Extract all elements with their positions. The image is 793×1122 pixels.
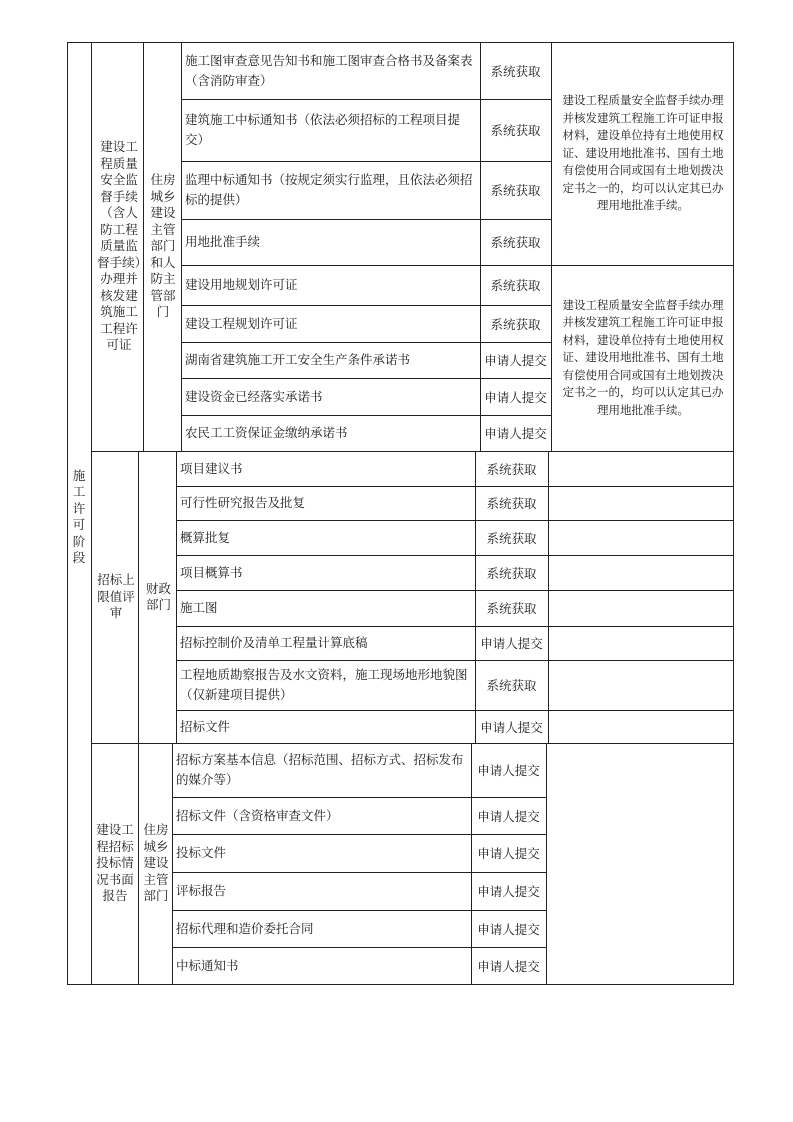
table-row-item: 概算批复 xyxy=(180,529,231,545)
table-row-item: 施工图 xyxy=(180,600,218,615)
table-row-item: 建筑施工中标通知书（依法必须招标的工程项目提交） xyxy=(185,112,461,147)
group-dept-cell: 住房城乡建设主管部门 xyxy=(143,822,169,904)
table-row-source: 申请人提交 xyxy=(484,389,547,405)
table-row-item: 招标控制价及清单工程量计算底稿 xyxy=(180,635,368,650)
group-name-cell: 建设工程质量安全监督手续（含人防工程质量监督手续）办理并核发建筑施工工程许可证 xyxy=(97,139,141,353)
table-row-item: 评标报告 xyxy=(176,883,227,898)
table-row-item: 招标文件 xyxy=(180,718,231,734)
table-row-source: 申请人提交 xyxy=(477,884,540,899)
table-row-source: 系统获取 xyxy=(486,530,537,546)
table-row-item: 建设资金已经落实承诺书 xyxy=(185,388,323,404)
note-cell: 建设工程质量安全监督手续办理并核发建筑工程施工许可证申报材料，建设单位持有土地使用权证、建设用地批准书、国有土地有偿使用合同或国有土地划拨决定书之一的，均可以认定其已办理用地批准手续。 xyxy=(562,93,724,213)
table-row-item: 建设工程规划许可证 xyxy=(185,315,298,331)
grid-line xyxy=(548,451,549,743)
table-row-source: 系统获取 xyxy=(490,123,541,138)
table-row-item: 招标文件（含资格审查文件） xyxy=(176,807,339,823)
grid-line xyxy=(143,42,144,451)
table-row-source: 系统获取 xyxy=(490,183,541,198)
table-row-source: 系统获取 xyxy=(490,316,541,332)
note-cell: 建设工程质量安全监督手续办理并核发建筑工程施工许可证申报材料，建设单位持有土地使用权证、建设用地批准书、国有土地有偿使用合同或国有土地划拨决定书之一的，均可以认定其已办理用地批准手续。 xyxy=(562,297,724,417)
table-row-source: 系统获取 xyxy=(490,235,541,250)
table-row-item: 项目建议书 xyxy=(180,460,243,476)
table-row-source: 申请人提交 xyxy=(477,921,540,937)
table-row-source: 系统获取 xyxy=(490,278,541,293)
table-row-item: 招标方案基本信息（招标范围、招标方式、招标发布的媒介等） xyxy=(176,752,464,787)
table-row-item: 项目概算书 xyxy=(180,564,243,580)
table-row-source: 系统获取 xyxy=(486,601,537,616)
group-name-cell: 建设工程招标投标情况书面报告 xyxy=(96,822,134,904)
grid-line xyxy=(91,42,92,985)
table-row-source: 申请人提交 xyxy=(477,763,540,778)
table-row-source: 申请人提交 xyxy=(484,353,547,368)
table-row-source: 申请人提交 xyxy=(477,808,540,824)
group-name-cell: 招标上限值评审 xyxy=(97,572,135,621)
table-row-source: 系统获取 xyxy=(490,63,541,79)
grid-line xyxy=(733,42,734,985)
table-row-item: 中标通知书 xyxy=(176,957,239,973)
table-row-item: 用地批准手续 xyxy=(185,234,261,249)
grid-line xyxy=(138,743,139,984)
table-row-source: 申请人提交 xyxy=(480,636,543,651)
table-row-item: 可行性研究报告及批复 xyxy=(180,495,306,510)
table-row-item: 工程地质勘察报告及水文资料，施工现场地形地貌图（仅新建项目提供） xyxy=(180,667,468,702)
grid-line xyxy=(67,984,734,985)
table-row-item: 招标代理和造价委托合同 xyxy=(176,920,314,936)
table-row-source: 系统获取 xyxy=(486,565,537,581)
table-row-source: 申请人提交 xyxy=(480,719,543,735)
stage-label: 施工许可阶段 xyxy=(72,467,86,565)
table-row-source: 系统获取 xyxy=(486,496,537,511)
table-row-source: 申请人提交 xyxy=(477,846,540,861)
group-dept-cell: 住房城乡建设主管部门和人防主管部门 xyxy=(150,172,176,320)
table-row-item: 湖南省建筑施工开工安全生产条件承诺书 xyxy=(185,352,411,367)
table-row-source: 申请人提交 xyxy=(477,958,540,974)
table-row-item: 建设用地规划许可证 xyxy=(185,277,298,292)
table-row-source: 系统获取 xyxy=(486,461,537,477)
table-row-item: 投标文件 xyxy=(176,845,227,860)
grid-line xyxy=(138,451,139,743)
group-dept-cell: 财政部门 xyxy=(145,580,171,612)
table-row-source: 系统获取 xyxy=(486,678,537,693)
table-row-source: 申请人提交 xyxy=(484,426,547,441)
table-row-item: 施工图审查意见告知书和施工图审查合格书及备案表（含消防审查） xyxy=(185,52,473,88)
table-row-item: 农民工工资保证金缴纳承诺书 xyxy=(185,425,348,440)
grid-line xyxy=(546,743,547,984)
table-row-item: 监理中标通知书（按规定须实行监理，且依法必须招标的提供） xyxy=(185,172,473,207)
grid-line xyxy=(551,42,552,451)
